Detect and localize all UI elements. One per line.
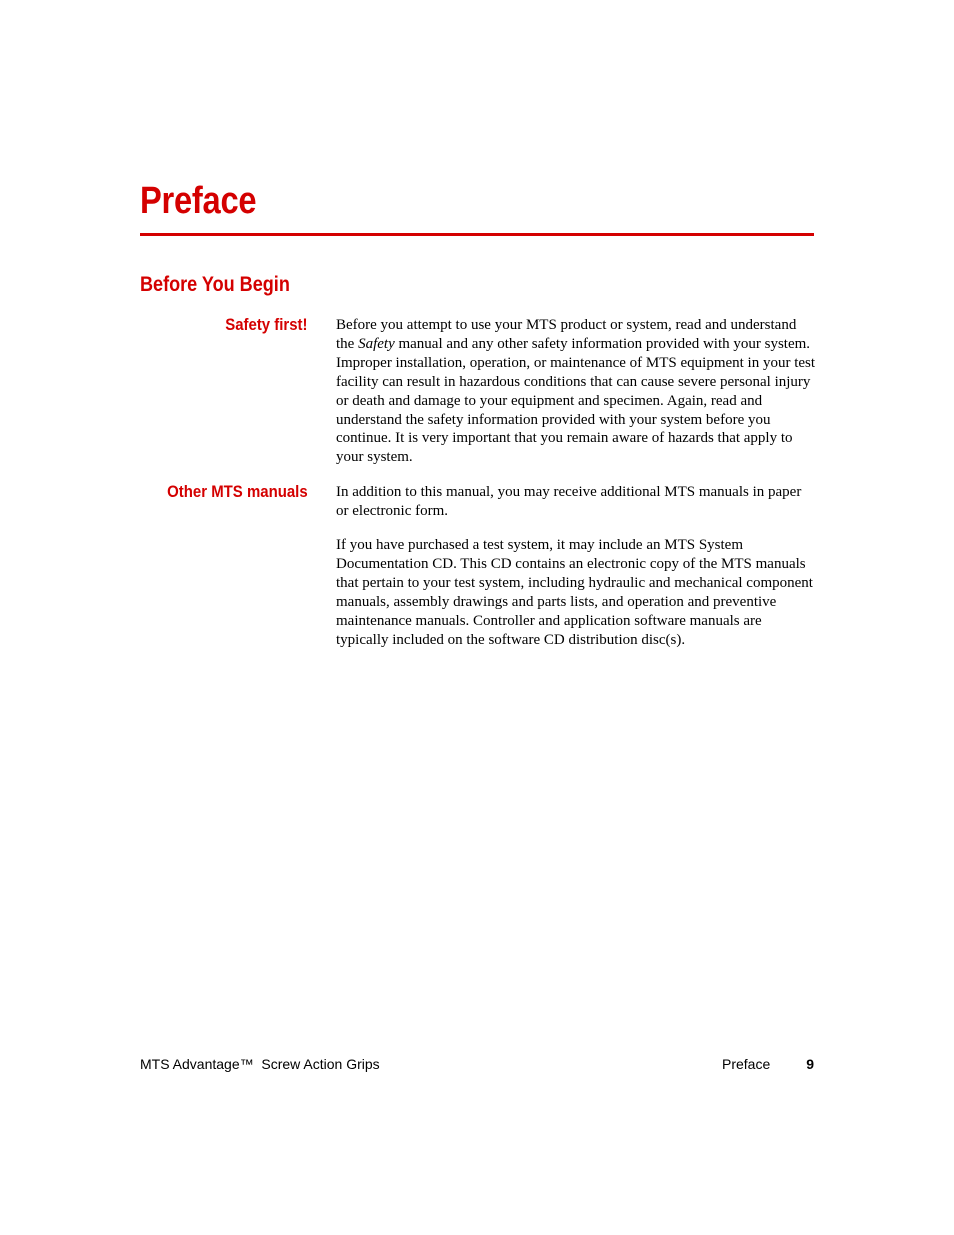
safety-paragraph: [336, 316, 816, 467]
safety-text-end: manual and any other safety information provided with your system. Improper installation, operation, or maintenance of MTS equipment in your test facility can result in hazardous conditions that can cause severe personal injury or death and damage to your equipment and specimen. Again, read and understand the safety information provided with your system before you continue. It is very important that you remain aware of hazards that apply to your system.: [336, 335, 816, 466]
chapter-title: Preface: [140, 180, 257, 222]
other-manuals-paragraph-1: In addition to this manual, you may receive additional MTS manuals in paper or electronic form.: [336, 484, 802, 519]
section-heading: Before You Begin: [140, 273, 290, 296]
safety-text-start: Before you attempt to use your MTS product or system, read and understand the: [336, 317, 797, 352]
safety-manual-title: Safety: [358, 335, 395, 352]
other-manuals-paragraph-2: If you have purchased a test system, it may include an MTS System Documentation CD. This CD contains an electronic copy of the MTS manuals that pertain to your test system, including hydraulic and mechanical component manuals, assembly drawings and parts lists, and operation and preventive maintenance manuals. Controller and application software manuals are typically included on the software CD distribution disc(s).: [336, 537, 813, 648]
footer-section-name: Preface: [722, 1056, 771, 1072]
footer-document-title: MTS Advantage™ Screw Action Grips: [140, 1056, 380, 1072]
title-rule: [140, 233, 814, 236]
footer-page-number: 9: [806, 1056, 814, 1072]
other-manuals-heading: Other MTS manuals: [167, 482, 308, 501]
safety-heading: Safety first!: [225, 315, 308, 334]
